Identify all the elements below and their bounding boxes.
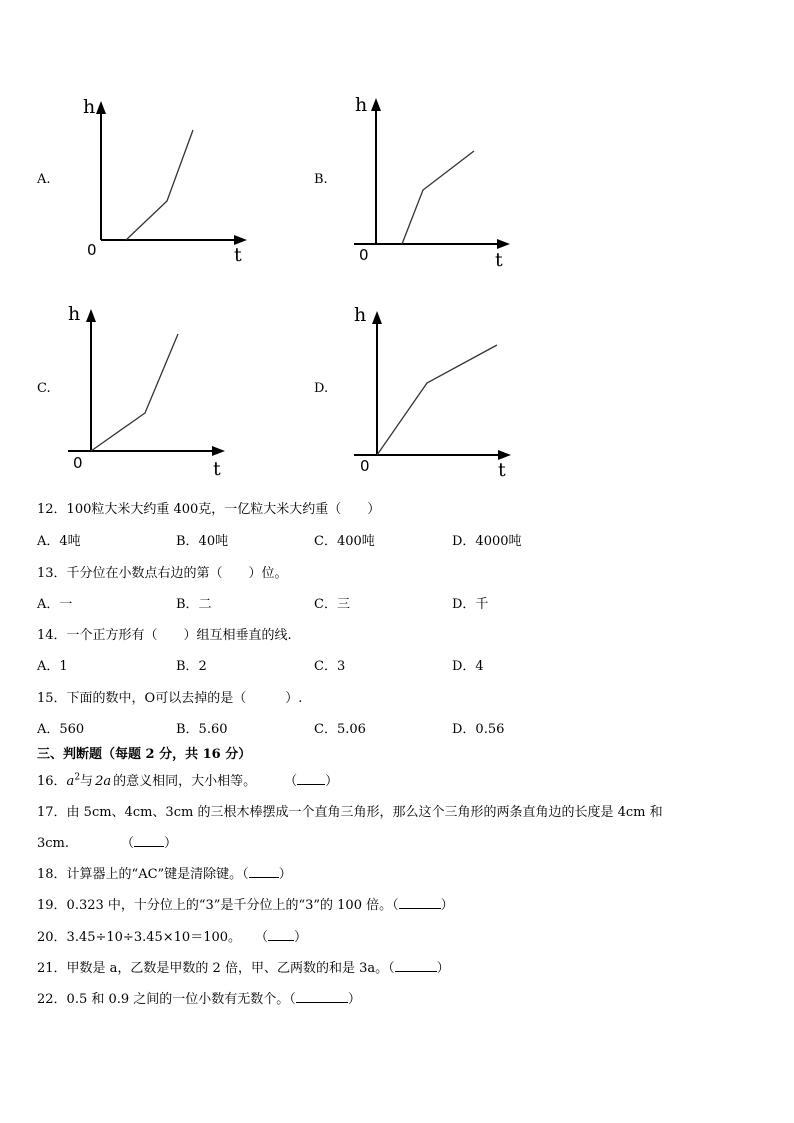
question-14-stem: 14．一个正方形有（ ）组互相垂直的线. [37, 628, 292, 643]
question-16-paren-left: （ [284, 774, 298, 789]
question-13-option-b[interactable]: B．二 [176, 597, 212, 612]
question-17-paren-left: （ [121, 836, 135, 851]
question-17-line-1: 17．由 5cm、4cm、3cm 的三根木棒摆成一个直角三角形，那么这个三角形的两条直角边的长度是 4cm 和 [37, 805, 663, 820]
question-12-stem: 12．100粒大米大约重 400克，一亿粒大米大约重（ ） [37, 502, 381, 517]
question-16-paren-right: ） [325, 774, 339, 789]
graph-d-zero-label: 0 [360, 457, 370, 475]
question-20 [37, 926, 307, 945]
question-22-text: 22．0.5 和 0.9 之间的一位小数有无数个。 [37, 992, 290, 1007]
question-18-paren-left: （ [242, 867, 249, 882]
question-16-2a: 2a [95, 774, 112, 789]
question-17-paren-right: ） [164, 836, 178, 851]
question-14-option-d[interactable]: D．4 [452, 659, 484, 674]
section-3-heading: 三、判断题（每题 2 分，共 16 分） [37, 747, 252, 762]
question-16-mid: 与 [80, 774, 94, 789]
graph-a-h-label: h [83, 96, 96, 118]
question-20-paren-left: （ [255, 930, 269, 945]
graph-a-label: A. [37, 172, 51, 187]
question-12-option-c[interactable]: C．400吨 [314, 534, 375, 549]
question-19-answer-blank[interactable] [399, 908, 441, 909]
graph-a-zero-label: 0 [87, 241, 97, 259]
question-18-paren-right: ） [278, 867, 292, 882]
graph-a-t-label: t [234, 244, 242, 266]
question-18 [37, 863, 292, 882]
question-15-option-d[interactable]: D．0.56 [452, 722, 505, 737]
question-15-stem: 15．下面的数中，O可以去掉的是（ ）. [37, 691, 303, 706]
question-20-text: 20．3.45÷10÷3.45×10＝100。 [37, 930, 242, 945]
question-14-option-c[interactable]: C．3 [314, 659, 346, 674]
graph-b-zero-label: 0 [359, 246, 369, 264]
question-12-option-d[interactable]: D．4000吨 [452, 534, 522, 549]
question-16-a: a [66, 774, 75, 789]
question-19-paren-right: ） [440, 898, 454, 913]
question-17-answer-blank[interactable] [134, 846, 164, 847]
question-19 [37, 894, 454, 913]
graph-b-label: B. [314, 172, 328, 187]
question-22-answer-blank[interactable] [296, 1002, 348, 1003]
graph-d-t-label: t [498, 459, 506, 481]
question-17-tail: 3cm. [37, 836, 70, 851]
graph-c-h-label: h [68, 303, 81, 325]
graph-c-label: C. [37, 381, 51, 396]
question-13-option-a[interactable]: A．一 [37, 597, 73, 612]
question-16-number: 16． [37, 774, 67, 789]
graph-d [0, 0, 794, 520]
question-16-answer-blank[interactable] [297, 784, 325, 785]
question-16-text: 的意义相同，大小相等。 [113, 774, 257, 789]
graph-d-curve [377, 345, 497, 455]
question-20-answer-blank[interactable] [268, 940, 294, 941]
question-15-option-c[interactable]: C．5.06 [314, 722, 366, 737]
graph-d-label: D. [314, 381, 329, 396]
question-19-paren-left: （ [392, 898, 399, 913]
question-22-paren-left: （ [289, 992, 296, 1007]
question-17-line-2 [37, 832, 177, 851]
question-13-stem: 13．千分位在小数点右边的第（ ）位。 [37, 566, 288, 581]
question-12-option-a[interactable]: A．4吨 [37, 534, 81, 549]
question-21-text: 21．甲数是 a，乙数是甲数的 2 倍，甲、乙两数的和是 3a。 [37, 961, 389, 976]
question-22 [37, 988, 361, 1007]
question-21 [37, 957, 450, 976]
question-14-option-b[interactable]: B．2 [176, 659, 207, 674]
graph-b-h-label: h [355, 94, 368, 116]
graph-d-y-arrow [372, 311, 382, 324]
question-14-option-a[interactable]: A．1 [37, 659, 68, 674]
question-19-text: 19．0.323 中，十分位上的“3”是千分位上的“3”的 100 倍。 [37, 898, 393, 913]
question-15-option-a[interactable]: A．560 [37, 722, 85, 737]
question-21-paren-right: ） [436, 961, 450, 976]
graph-c-zero-label: 0 [73, 454, 83, 472]
question-18-answer-blank[interactable] [249, 877, 279, 878]
question-22-paren-right: ） [347, 992, 361, 1007]
graph-b-t-label: t [495, 249, 503, 271]
question-21-paren-left: （ [388, 961, 395, 976]
graph-d-h-label: h [354, 304, 367, 326]
question-18-text: 18．计算器上的“AC”键是清除键。 [37, 867, 243, 882]
question-20-paren-right: ） [294, 930, 308, 945]
question-16-exponent: 2 [74, 772, 81, 783]
question-12-option-b[interactable]: B．40吨 [176, 534, 229, 549]
graph-c-t-label: t [213, 458, 221, 480]
question-13-option-d[interactable]: D．千 [452, 597, 489, 612]
question-13-option-c[interactable]: C．三 [314, 597, 350, 612]
question-21-answer-blank[interactable] [395, 971, 437, 972]
question-15-option-b[interactable]: B．5.60 [176, 722, 228, 737]
question-16 [37, 770, 338, 789]
graph-d-x-arrow [498, 450, 511, 460]
